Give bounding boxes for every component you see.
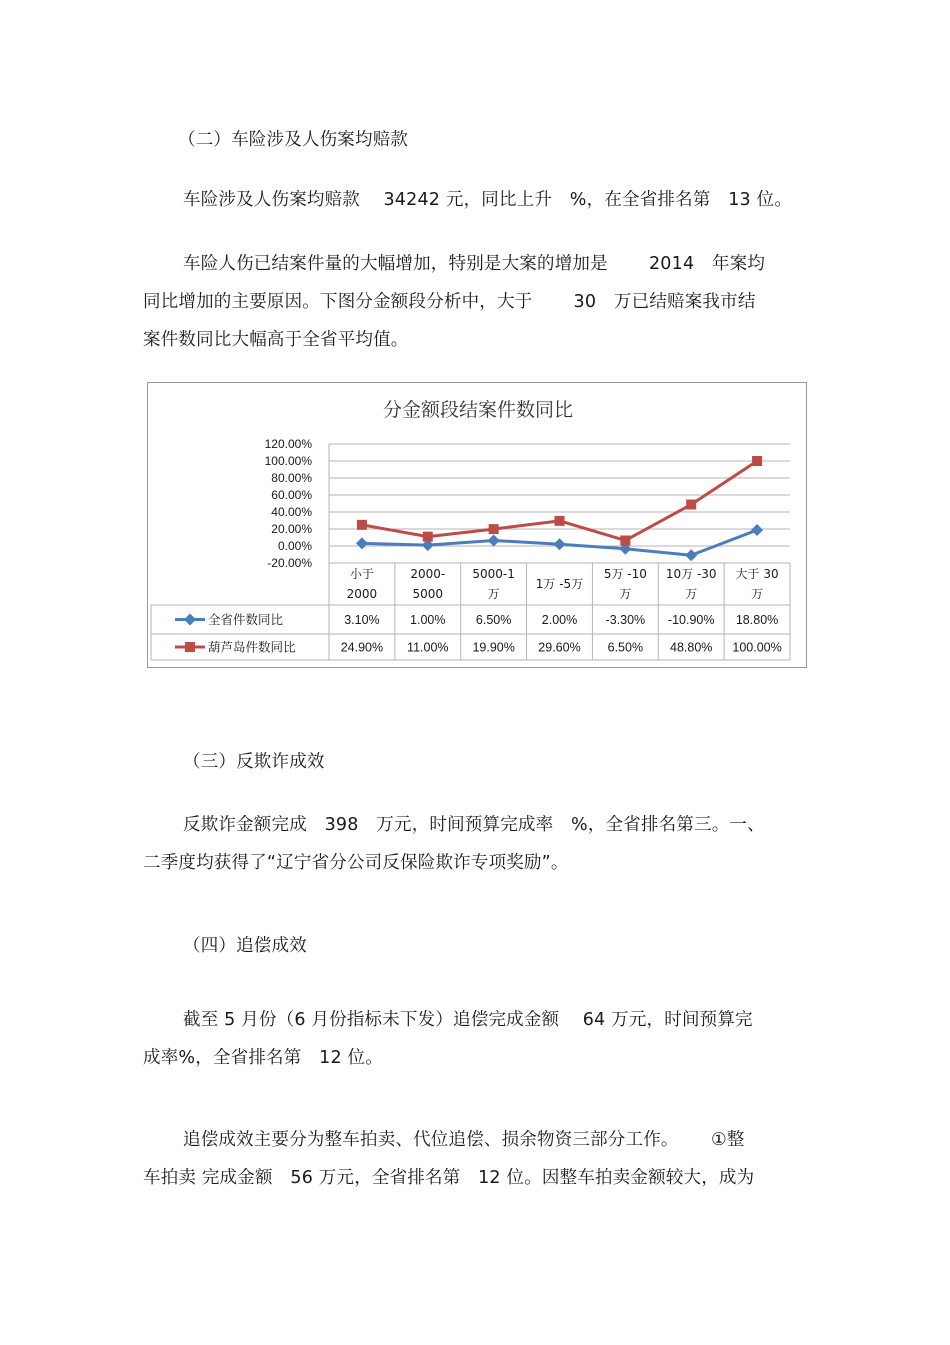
data-table-cell: 1.00% xyxy=(410,613,446,627)
data-table-cell: 3.10% xyxy=(344,613,380,627)
section-4-paragraph-1: 截至 5 月份（6 月份指标未下发）追偿完成金额 64 万元，时间预算完 成率%，全省排名第 12 位。 xyxy=(143,1010,753,1068)
line-chart xyxy=(147,382,807,668)
legend-series-name: 全省件数同比 xyxy=(208,612,284,627)
section-4-heading: （四）追偿成效 xyxy=(183,936,307,956)
data-table-cell: 2.00% xyxy=(541,613,578,627)
section-2-paragraph-2: 车险人伤已结案件量的大幅增加，特别是大案的增加是 2014 年案均 同比增加的主要原因。下图分金额段分析中，大于 30 万已结赔案我市结 案件数同比大幅高于全省平均值。 xyxy=(143,254,766,350)
legend-marker xyxy=(185,642,195,652)
data-table-cell: 6.50% xyxy=(475,613,512,627)
category-label: 万 xyxy=(685,587,698,601)
data-table-cell: 48.80% xyxy=(670,640,713,655)
category-label: 10万 -30 xyxy=(665,567,717,581)
data-table-cell: 19.90% xyxy=(472,640,515,655)
data-point-marker xyxy=(751,524,763,536)
category-label: 2000 xyxy=(346,587,378,601)
y-tick-label: 20.00% xyxy=(271,522,312,536)
data-point-marker xyxy=(686,500,696,510)
chart-title: 分金额段结案件数同比 xyxy=(382,399,574,421)
category-label: 万 xyxy=(487,587,500,601)
data-point-marker xyxy=(752,456,762,466)
data-point-marker xyxy=(620,535,630,545)
category-label: 5000 xyxy=(412,587,444,601)
category-label: 大于 30 xyxy=(735,567,779,581)
y-tick-label: 0.00% xyxy=(277,539,312,553)
legend-series-name: 葫芦岛件数同比 xyxy=(208,639,296,655)
category-label: 1万 -5万 xyxy=(535,577,584,591)
category-label: 2000- xyxy=(410,567,446,581)
chart-canvas xyxy=(148,383,808,669)
section-4-paragraph-2: 追偿成效主要分为整车拍卖、代位追偿、损余物资三部分工作。 ①整 车拍卖 完成金额 56 万元，全省排名第 12 位。因整车拍卖金额较大，成为 xyxy=(143,1130,755,1188)
section-3-heading: （三）反欺诈成效 xyxy=(183,752,325,772)
category-label: 万 xyxy=(619,587,632,601)
data-table-cell: 11.00% xyxy=(407,640,449,655)
y-tick-label: 80.00% xyxy=(271,471,312,485)
data-table-cell: 24.90% xyxy=(340,640,384,655)
y-tick-label: 120.00% xyxy=(264,437,312,451)
data-table-cell: 100.00% xyxy=(732,640,782,655)
data-table-cell: 29.60% xyxy=(538,640,581,655)
data-table-cell: 6.50% xyxy=(607,640,644,655)
data-point-marker xyxy=(554,538,566,550)
data-table-cell: -3.30% xyxy=(605,613,646,627)
data-point-marker xyxy=(356,537,368,549)
category-label: 万 xyxy=(751,587,764,601)
data-point-marker xyxy=(489,524,499,534)
data-table-cell: 18.80% xyxy=(735,613,779,627)
category-label: 5000-1 xyxy=(472,567,515,581)
data-point-marker xyxy=(488,534,500,546)
category-label: 小于 xyxy=(349,567,374,581)
section-2-paragraph-1: 车险涉及人伤案均赔款 34242 元，同比上升 %，在全省排名第 13 位。 xyxy=(183,190,793,210)
category-label: 5万 -10 xyxy=(603,567,647,581)
data-table-cell: -10.90% xyxy=(667,613,715,627)
y-tick-label: 100.00% xyxy=(264,454,312,468)
y-tick-label: -20.00% xyxy=(267,556,312,570)
data-point-marker xyxy=(555,516,565,526)
data-point-marker xyxy=(423,532,433,542)
data-point-marker xyxy=(685,549,697,561)
section-2-heading: （二）车险涉及人伤案均赔款 xyxy=(178,130,409,150)
legend-marker xyxy=(184,614,196,626)
y-tick-label: 40.00% xyxy=(271,505,312,519)
section-3-paragraph-1: 反欺诈金额完成 398 万元，时间预算完成率 %，全省排名第三。一、 二季度均获得了“辽宁省分公司反保险欺诈专项奖励”。 xyxy=(143,815,765,873)
data-point-marker xyxy=(357,520,367,530)
y-tick-label: 60.00% xyxy=(271,488,312,502)
